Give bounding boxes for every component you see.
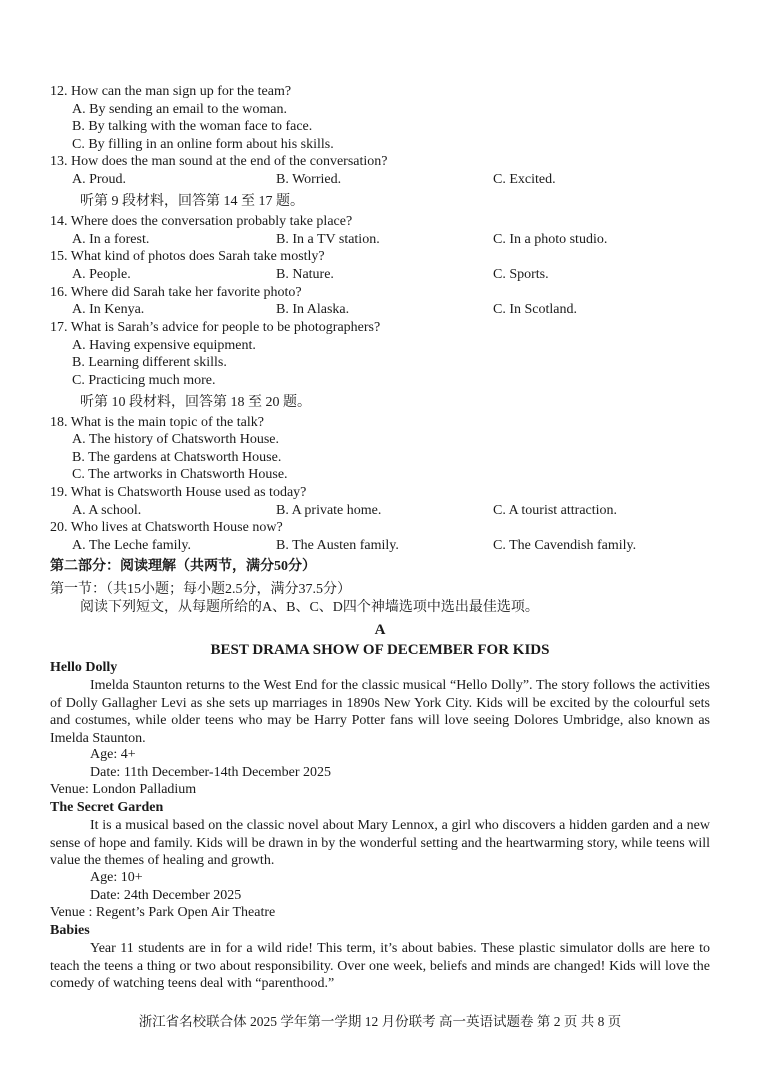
option-b: B. By talking with the woman face to face. [72, 119, 313, 134]
option-a: A. A school. [72, 503, 142, 518]
option-b: B. Worried. [276, 172, 342, 187]
page-footer: 浙江省名校联合体 2025 学年第一学期 12 月份联考 高一英语试题卷 第 2 页 共 8 页 [138, 1014, 622, 1029]
option-c: C. By filling in an online form about his skills. [72, 137, 334, 152]
option-a: A. In Kenya. [72, 302, 145, 317]
question-stem: 18. What is the main topic of the talk? [50, 415, 264, 430]
show-name: Babies [50, 923, 90, 938]
question-stem: 19. What is Chatsworth House used as today? [50, 485, 307, 500]
option-b: B. A private home. [276, 503, 382, 518]
part-title: 第二部分：阅读理解（共两节，满分50分） [50, 559, 316, 574]
option-c: C. In Scotland. [493, 302, 577, 317]
option-a: A. Proud. [72, 172, 127, 187]
show-date: Date: 24th December 2025 [90, 888, 242, 903]
option-b: B. Learning different skills. [72, 355, 227, 370]
option-a: A. In a forest. [72, 232, 150, 247]
listening-instruction: 听第 9 段材料，回答第 14 至 17 题。 [80, 194, 304, 209]
show-venue: Venue: London Palladium [50, 782, 197, 797]
option-c: C. Practicing much more. [72, 373, 216, 388]
option-b: B. Nature. [276, 267, 334, 282]
passage-title: BEST DRAMA SHOW OF DECEMBER FOR KIDS [210, 642, 550, 658]
option-a: A. The history of Chatsworth House. [72, 432, 279, 447]
question-stem: 13. How does the man sound at the end of the conversation? [50, 154, 388, 169]
question-stem: 15. What kind of photos does Sarah take mostly? [50, 249, 325, 264]
option-a: A. People. [72, 267, 131, 282]
question-stem: 14. Where does the conversation probably take place? [50, 214, 353, 229]
question-stem: 20. Who lives at Chatsworth House now? [50, 520, 283, 535]
listening-instruction: 听第 10 段材料，回答第 18 至 20 题。 [80, 395, 311, 410]
option-a: A. The Leche family. [72, 538, 191, 553]
show-date: Date: 11th December-14th December 2025 [90, 765, 331, 780]
option-b: B. In Alaska. [276, 302, 350, 317]
option-c: C. The artworks in Chatsworth House. [72, 467, 288, 482]
show-age: Age: 4+ [90, 747, 136, 762]
option-c: C. In a photo studio. [493, 232, 608, 247]
show-venue: Venue : Regent’s Park Open Air Theatre [50, 905, 276, 920]
option-c: C. The Cavendish family. [493, 538, 637, 553]
option-a: A. Having expensive equipment. [72, 338, 256, 353]
question-stem: 17. What is Sarah’s advice for people to be photographers? [50, 320, 381, 335]
option-b: B. The Austen family. [276, 538, 399, 553]
option-c: C. Sports. [493, 267, 549, 282]
option-c: C. Excited. [493, 172, 556, 187]
passage-letter: A [374, 622, 386, 638]
question-stem: 16. Where did Sarah take her favorite photo? [50, 285, 302, 300]
section-title: 第一节：（共15小题；每小题2.5分，满分37.5分） [50, 582, 351, 597]
option-c: C. A tourist attraction. [493, 503, 618, 518]
option-a: A. By sending an email to the woman. [72, 102, 288, 117]
show-description: It is a musical based on the classic novel about Mary Lennox, a girl who discovers a hidden garden and a new sense of hope and family. Kids will be drawn in by the wonderful setting and the heartwarming story, while teens will value the themes of healing and growth. [50, 818, 710, 869]
show-age: Age: 10+ [90, 870, 143, 885]
option-b: B. In a TV station. [276, 232, 380, 247]
question-stem: 12. How can the man sign up for the team? [50, 84, 292, 99]
show-description: Imelda Staunton returns to the West End for the classic musical “Hello Dolly”. The story follows the activities of Dolly Gallagher Levi as she sets up marriages in 1890s New York City. Kids will be excited by the colourful sets and costumes, while older teens who may be Harry Potter fans will love seeing Dolores Umbridge, also known as Imelda Staunton. [50, 678, 710, 746]
option-b: B. The gardens at Chatsworth House. [72, 450, 282, 465]
show-name: The Secret Garden [50, 800, 164, 815]
directions: 阅读下列短文，从每题所给的A、B、C、D四个神墙选项中选出最佳选项。 [80, 600, 539, 615]
show-description: Year 11 students are in for a wild ride! This term, it’s about babies. These plastic simulator dolls are here to teach the teens a thing or two about responsibility. Over one week, beliefs and minds are changed! Kids will love the comedy of watching teens deal with “parenthood.” [50, 941, 710, 992]
show-name: Hello Dolly [50, 660, 118, 675]
